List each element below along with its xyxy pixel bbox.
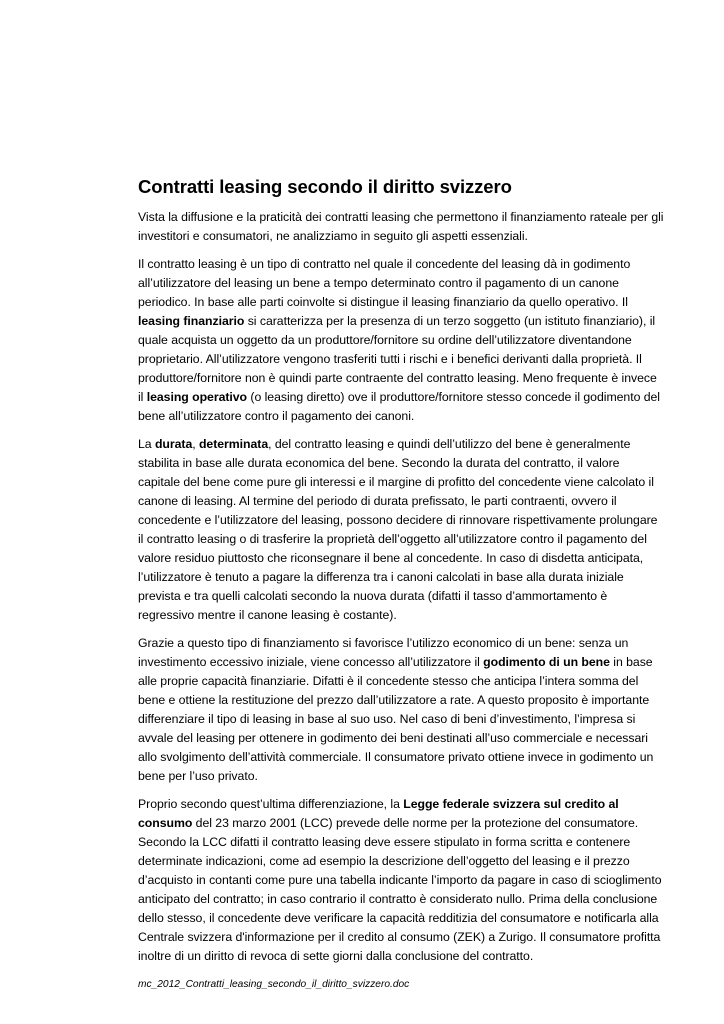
- paragraph-text: , del contratto leasing e quindi dell’utilizzo del bene è generalmente stabilita in base alle durata economica del bene. Secondo la durata del contratto, il valore capitale del bene come pure gli interessi e il margine di profitto del concedente viene calcolato il canone di leasing. Al termine del periodo di durata prefissato, le parti contraenti, ovvero il concedente e l’utilizzatore del leasing, possono decidere di rinnovare rispettivamente prolungare il contratto leasing o di trasferire la proprietà dell’oggetto all’utilizzatore contro il pagamento del valore residuo piuttosto che riconsegnare il bene al concedente. In caso di disdetta anticipata, l’utilizzatore è tenuto a pagare la differenza tra i canoni calcolati in base alla durata iniziale prevista e tra quelli calcolati secondo la nuova durata (difatti il tasso d’ammortamento è regressivo mentre il canone leasing è costante).: [138, 437, 658, 622]
- bold-term-leasing-finanziario: leasing finanziario: [138, 314, 245, 328]
- paragraph-text: (o leasing diretto) ove il produttore/fornitore stesso concede il godimento del bene all’utilizzatore contro il pagamento dei canoni.: [138, 390, 660, 423]
- paragraph-godimento: [138, 634, 664, 786]
- paragraph-intro: [138, 208, 664, 246]
- paragraph-text: del 23 marzo 2001 (LCC) prevede delle norme per la protezione del consumatore. Secondo la LCC difatti il contratto leasing deve essere stipulato in forma scritta e contenere determinate indicazioni, come ad esempio la descrizione dell’oggetto del leasing e il prezzo d’acquisto in contanti come pure una tabella indicante l’importo da pagare in caso di scioglimento anticipato del contratto; in caso contrario il contratto è considerato nullo. Prima della conclusione dello stesso, il concedente deve verificare la capacità redditizia del consumatore e notificarla alla Centrale svizzera d'informazione per il credito al consumo (ZEK) a Zurigo. Il consumatore profitta inoltre di un diritto di revoca di sette giorni dalla conclusione del contratto.: [138, 816, 662, 963]
- bold-term-determinata: determinata: [198, 437, 269, 451]
- paragraph-lcc: [138, 795, 664, 966]
- bold-term-durata: durata: [154, 437, 193, 451]
- bold-term-legge-federale: Legge federale svizzera sul credito al consumo: [138, 797, 619, 830]
- paragraph-text: ,: [192, 437, 199, 451]
- bold-term-leasing-operativo: leasing operativo: [146, 390, 248, 404]
- paragraph-text: Proprio secondo quest’ultima differenziazione, la: [138, 797, 404, 811]
- document-title: Contratti leasing secondo il diritto svizzero: [138, 176, 512, 197]
- paragraph-text: in base alle proprie capacità finanziarie. Difatti è il concedente stesso che anticipa l’intera somma del bene e ottiene la restituzione del prezzo dall’utilizzatore a rate. A questo proposito è importante differenziare il tipo di leasing in base al suo uso. Nel caso di beni d’investimento, l’impresa si avvale del leasing per ottenere in godimento dei beni destinati all’uso commerciale e necessari allo svolgimento dell’attività commerciale. Il consumatore privato ottiene invece in godimento un bene per l’uso privato.: [138, 655, 654, 783]
- paragraph-text: La: [138, 437, 155, 451]
- document-body: [138, 176, 664, 975]
- paragraph-text: Vista la diffusione e la praticità dei contratti leasing che permettono il finanziamento rateale per gli investitori e consumatori, ne analizziamo in seguito gli aspetti essenziali.: [138, 210, 664, 243]
- bold-term-godimento: godimento di un bene: [483, 655, 610, 669]
- paragraph-definition: [138, 255, 664, 426]
- paragraph-text: Il contratto leasing è un tipo di contratto nel quale il concedente del leasing dà in godimento all’utilizzatore del leasing un bene a tempo determinato contro il pagamento di un canone periodico. In base alle parti coinvolte si distingue il leasing finanziario da quello operativo. Il: [138, 257, 631, 309]
- paragraph-durata: [138, 435, 664, 625]
- paragraph-text: si caratterizza per la presenza di un terzo soggetto (un istituto finanziario), il quale acquista un oggetto da un produttore/fornitore su ordine dell’utilizzatore diventandone proprietario. All’utilizzatore vengono trasferiti tutti i rischi e i benefici derivanti dalla proprietà. Il produttore/fornitore non è quindi parte contraente del contratto leasing. Meno frequente è invece il: [138, 314, 657, 404]
- document-footer-filename: mc_2012_Contratti_leasing_secondo_il_diritto_svizzero.doc: [138, 979, 410, 990]
- paragraph-text: Grazie a questo tipo di finanziamento si favorisce l’utilizzo economico di un bene: senza un investimento eccessivo iniziale, viene concesso all’utilizzatore il: [138, 636, 629, 669]
